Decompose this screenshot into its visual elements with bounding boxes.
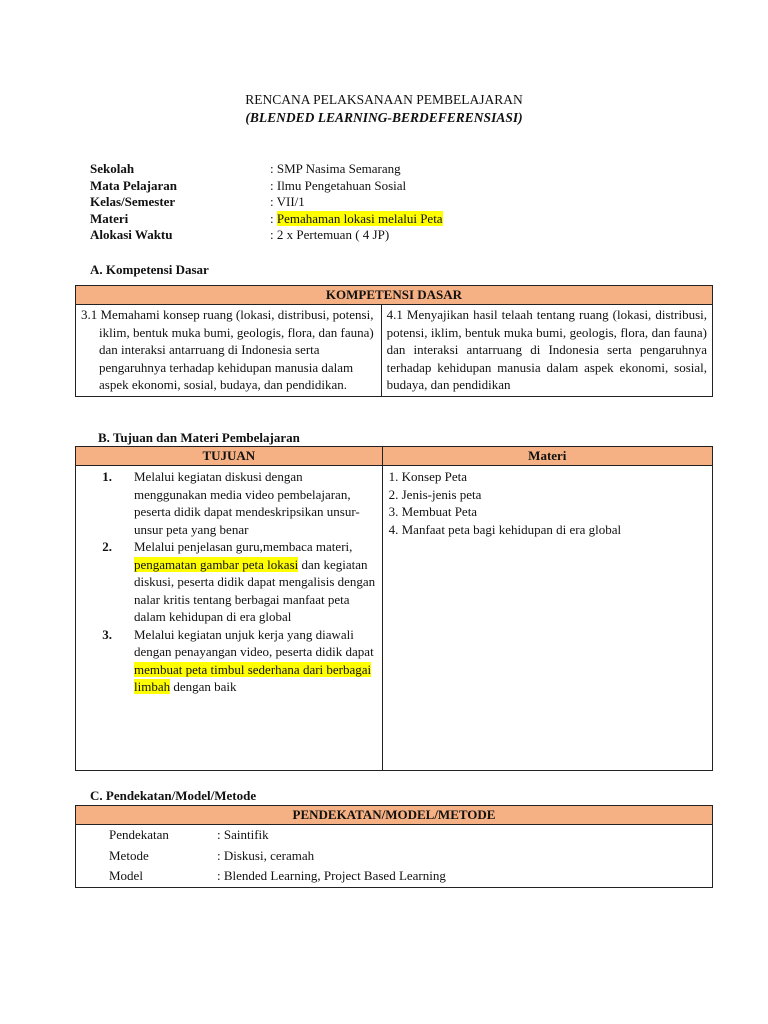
info-label: Kelas/Semester <box>90 194 176 209</box>
info-value: : Ilmu Pengetahuan Sosial <box>270 177 407 193</box>
highlighted-text: membuat peta timbul sederhana dari berbagai limbah <box>134 661 372 694</box>
pm-row-pendekatan: Pendekatan : Saintifik <box>109 827 269 842</box>
kompetensi-dasar-table <box>75 285 713 397</box>
goals-list <box>82 468 376 696</box>
materi-cell <box>382 466 712 771</box>
doc-title: RENCANA PELAKSANAAN PEMBELAJARAN <box>245 92 523 107</box>
info-value-prefix: : <box>270 210 277 226</box>
section-c-heading: C. Pendekatan/Model/Metode <box>90 788 257 803</box>
info-value: : 2 x Pertemuan ( 4 JP) <box>270 227 390 242</box>
info-value: : VII/1 <box>270 194 305 209</box>
materi-list <box>389 468 706 538</box>
list-item: 3. Melalui kegiatan unjuk kerja yang diawali dengan penayangan video, peserta didik dapat membuat peta timbul sederhana dari berbagai limbah dengan baik <box>102 626 374 694</box>
info-value <box>270 211 443 228</box>
pm-table-header: PENDEKATAN/MODEL/METODE <box>76 806 713 825</box>
list-item: 1. Melalui kegiatan diskusi dengan menggunakan media video pembelajaran, peserta didik dapat mendeskripsikan unsur-unsur peta yang benar <box>102 469 360 537</box>
kd-table-header: KOMPETENSI DASAR <box>76 286 713 305</box>
identity-block <box>90 161 443 244</box>
goals-cell <box>76 466 383 771</box>
info-value: : SMP Nasima Semarang <box>270 161 401 176</box>
info-row-kelas <box>90 194 443 211</box>
info-label: Alokasi Waktu <box>90 227 173 242</box>
pm-row-metode: Metode : Diskusi, ceramah <box>109 847 315 863</box>
section-b-heading: B. Tujuan dan Materi Pembelajaran <box>98 430 300 445</box>
list-item: 2. Melalui penjelasan guru,membaca materi, pengamatan gambar peta lokasi dan kegiatan diskusi, peserta didik dapat mengalisis dengan nalar kritis tentang berbagai manfaat peta dalam kehidupan di era global <box>102 539 376 624</box>
pm-rows-cell <box>76 825 713 888</box>
kd-cell-4-1: 4.1 Menyajikan hasil telaah tentang ruang (lokasi, distribusi, potensi, iklim, bentuk muka bumi, geologis, flora, dan fauna) dan interaksi antarruang di Indonesia serta pengaruhnya terhadap kehidupan manusia dalam aspek ekonomi, sosial, budaya, dan pendidikan <box>381 305 712 397</box>
info-label: Materi <box>90 210 129 226</box>
info-row-alokasi <box>90 227 443 244</box>
list-item: 3. Membuat Peta <box>388 504 478 519</box>
info-row-sekolah <box>90 161 443 178</box>
highlighted-text: pengamatan gambar peta lokasi <box>134 556 299 572</box>
list-item: 4. Manfaat peta bagi kehidupan di era global <box>388 521 622 537</box>
pendekatan-table <box>75 805 713 888</box>
tujuan-header: TUJUAN <box>76 447 383 466</box>
doc-subtitle: (BLENDED LEARNING-BERDEFERENSIASI) <box>245 110 523 125</box>
section-a-heading: A. Kompetensi Dasar <box>90 262 209 277</box>
info-row-materi <box>90 211 443 228</box>
pm-row-model: Model : Blended Learning, Project Based Learning <box>109 868 446 883</box>
highlighted-text: Pemahaman lokasi melalui Peta <box>276 210 443 226</box>
list-item: 2. Jenis-jenis peta <box>388 486 482 502</box>
kd-cell-3-1: 3.1 Memahami konsep ruang (lokasi, distribusi, potensi, iklim, bentuk muka bumi, geologis, flora, dan fauna) dan interaksi antarruang di Indonesia serta pengaruhnya terhadap kehidupan manusia dalam aspek ekonomi, sosial, budaya, dan pendidikan. <box>76 305 382 397</box>
tujuan-materi-table <box>75 446 713 771</box>
info-row-mapel <box>90 178 443 195</box>
info-label: Mata Pelajaran <box>90 177 178 193</box>
list-item: 1. Konsep Peta <box>388 469 467 484</box>
info-label: Sekolah <box>90 161 135 176</box>
materi-header: Materi <box>382 447 712 466</box>
